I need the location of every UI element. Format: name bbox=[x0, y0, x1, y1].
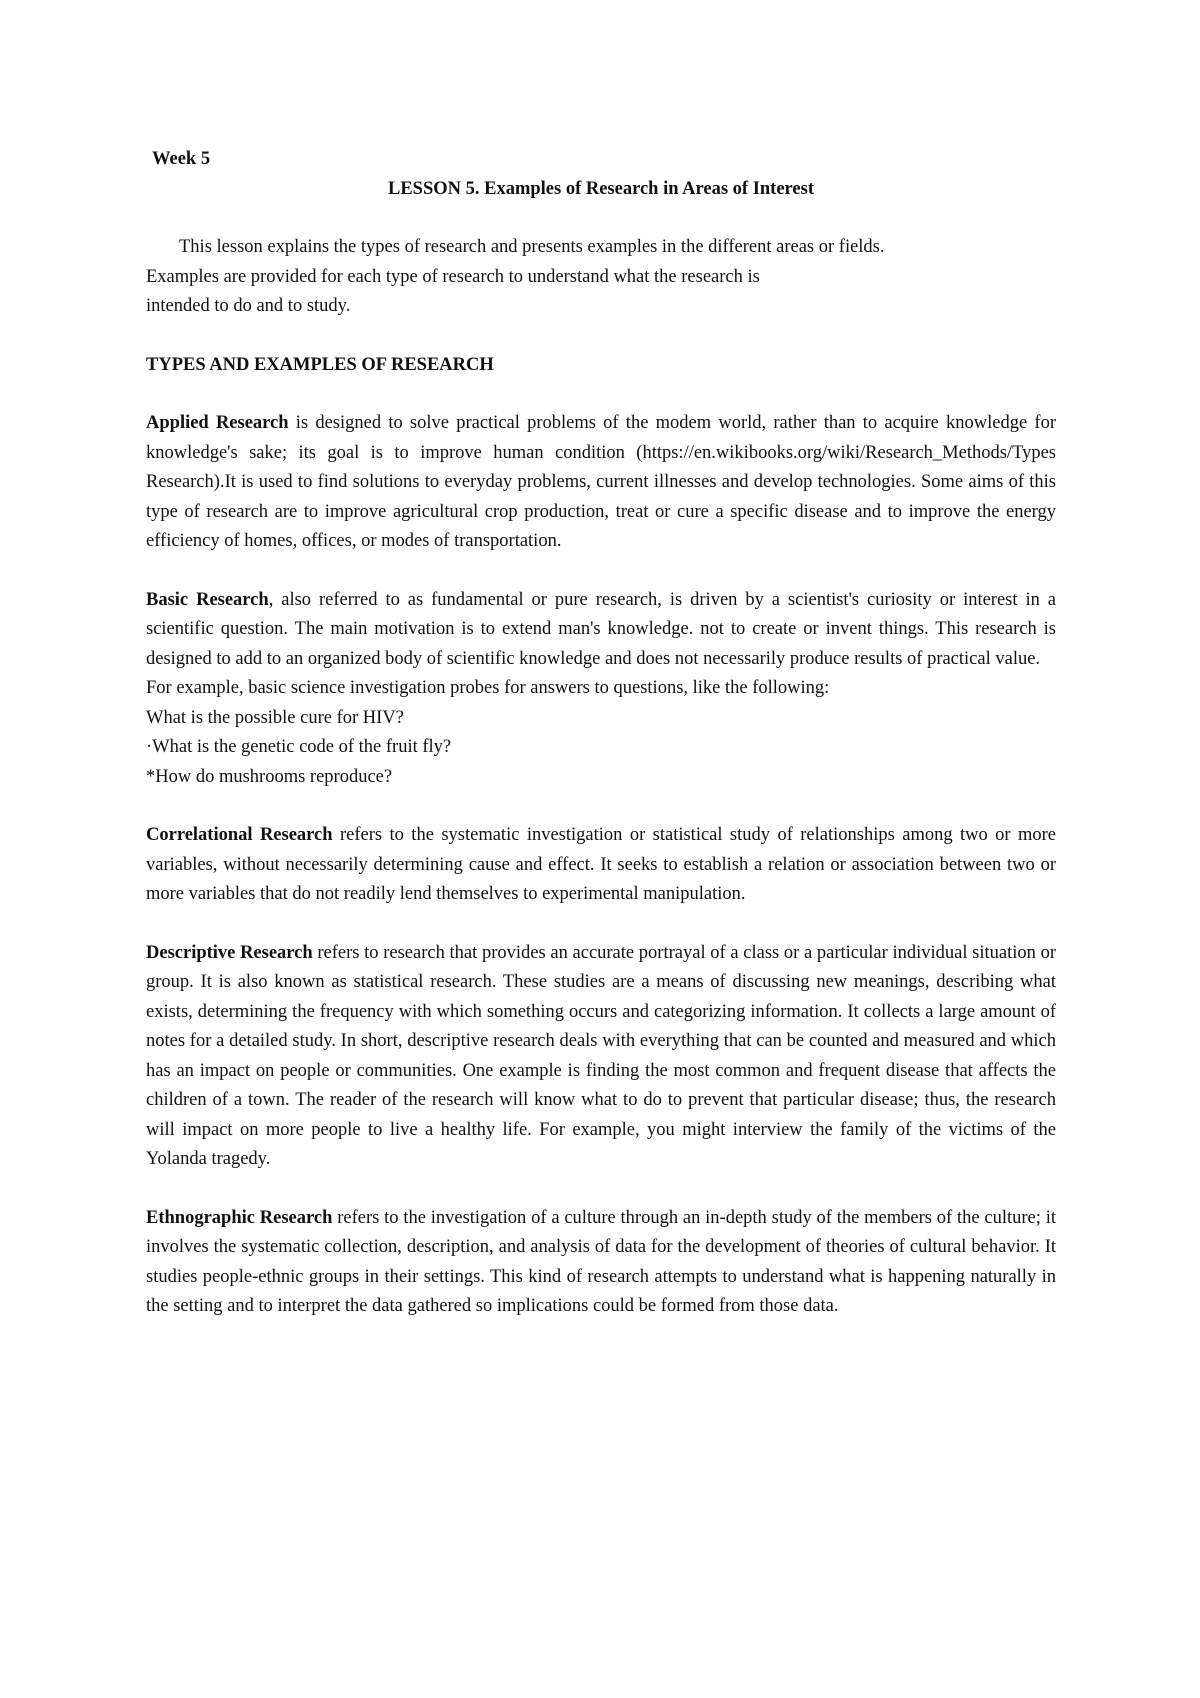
basic-question-1: What is the possible cure for HIV? bbox=[146, 707, 404, 728]
basic-example-intro: For example, basic science investigation probes for answers to questions, like the following: bbox=[146, 678, 830, 698]
applied-research-paragraph bbox=[146, 409, 1056, 557]
basic-research-term: Basic Research bbox=[146, 589, 269, 610]
descriptive-research-term: Descriptive Research bbox=[146, 942, 313, 963]
descriptive-research-text: refers to research that provides an accurate portrayal of a class or a particular individual situation or group. It is also known as statistical research. These studies are a means of discussing new meanings, describing what exists, determining the frequency with which something occurs and categorizing information. It collects a large amount of notes for a detailed study. In short, descriptive research deals with everything that can be counted and measured and which has an impact on people or communities. One example is finding the most common and frequent disease that affects the children of a town. The reader of the research will know what to do to prevent that particular disease; thus, the research will impact on more people to live a healthy life. For example, you might interview the family of the victims of the Yolanda tragedy. bbox=[146, 942, 1056, 1169]
lesson-title: LESSON 5. Examples of Research in Areas of Interest bbox=[387, 178, 814, 199]
correlational-research-term: Correlational Research bbox=[146, 825, 333, 845]
basic-question-2: ·What is the genetic code of the fruit fly? bbox=[146, 737, 452, 757]
correlational-research-text: refers to the systematic investigation or statistical study of relationships among two or more variables, without necessarily determining cause and effect. It seeks to establish a relation or association between two or more variables that do not readily lend themselves to experimental manipulation. bbox=[146, 825, 1057, 904]
basic-research-paragraph bbox=[146, 586, 1056, 793]
week-label: Week 5 bbox=[152, 149, 211, 169]
intro-paragraph-2: Examples are provided for each type of research to understand what the research is intended to do and to study. bbox=[146, 266, 760, 316]
applied-research-text: is designed to solve practical problems of the modem world, rather than to acquire knowledge for knowledge's sake; its goal is to improve human condition (https://en.wikibooks.org/wiki/Research_Methods/Types Research).It is used to find solutions to everyday problems, current illnesses and develop technologies. Some aims of this type of research are to improve agricultural crop production, treat or cure a specific disease and to improve the energy efficiency of homes, offices, or modes of transportation. bbox=[146, 413, 1057, 551]
correlational-research-paragraph bbox=[146, 821, 1056, 910]
document-body bbox=[146, 145, 1056, 1322]
descriptive-research-paragraph bbox=[146, 939, 1056, 1175]
basic-research-text: , also referred to as fundamental or pure research, is driven by a scientist's curiosity or interest in a scientific question. The main motivation is to extend man's knowledge. not to create or invent things. This research is designed to add to an organized body of scientific knowledge and does not necessarily produce results of practical value. bbox=[146, 589, 1056, 669]
intro-section bbox=[146, 233, 1056, 322]
ethnographic-research-paragraph bbox=[146, 1204, 1056, 1322]
ethnographic-research-term: Ethnographic Research bbox=[146, 1207, 333, 1228]
ethnographic-research-text: refers to the investigation of a culture through an in-depth study of the members of the culture; it involves the systematic collection, description, and analysis of data for the development of theories of cultural behavior. It studies people-ethnic groups in their settings. This kind of research attempts to understand what is happening naturally in the setting and to interpret the data gathered so implications could be formed from those data. bbox=[146, 1207, 1056, 1316]
basic-question-3: *How do mushrooms reproduce? bbox=[146, 766, 393, 787]
applied-research-term: Applied Research bbox=[146, 413, 289, 433]
intro-paragraph-1: This lesson explains the types of research and presents examples in the different areas or fields. bbox=[179, 237, 885, 257]
section-heading: TYPES AND EXAMPLES OF RESEARCH bbox=[146, 354, 494, 375]
